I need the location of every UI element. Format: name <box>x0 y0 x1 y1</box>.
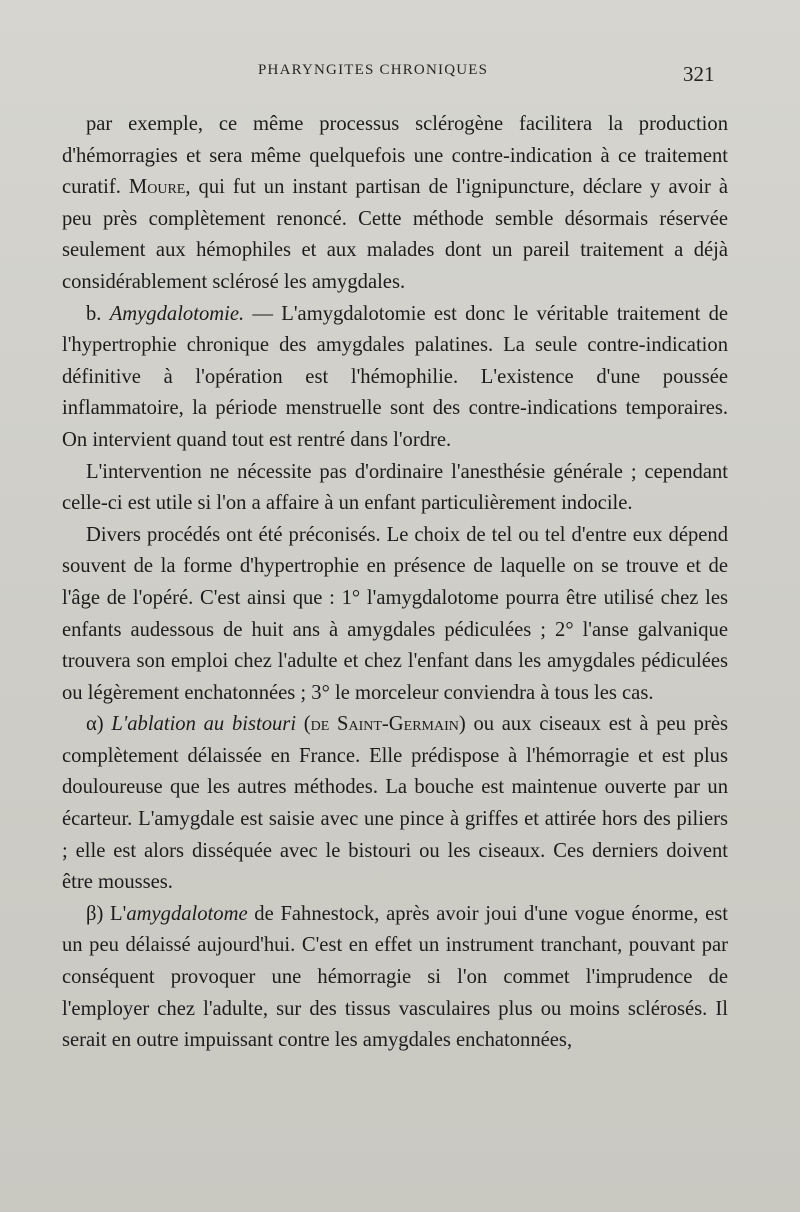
paragraph <box>62 709 728 899</box>
author-name: de Saint-Germain <box>310 713 459 736</box>
paragraph-text: ) ou aux ciseaux est à peu près complètement délaissée en France. Elle prédispose à l'hémorragie et est plus douloureuse que les autres méthodes. La bouche est maintenue ouverte par un écarteur. L'amygdale est saisie avec une pince à griffes et attirée hors des piliers ; elle est alors disséquée avec le bistouri ou les ciseaux. Ces derniers doivent être mousses. <box>62 713 728 894</box>
page-number: 321 <box>683 62 715 86</box>
paragraph <box>62 299 728 457</box>
section-marker: b. <box>86 302 110 325</box>
section-heading: L'ablation au bistouri <box>111 713 297 736</box>
paragraph: Divers procédés ont été préconisés. Le choix de tel ou tel d'entre eux dépend souvent de la forme d'hypertrophie en présence de laquelle on se trouve et de l'âge de l'opéré. C'est ainsi que : 1° l'amygdalotome pourra être utilisé chez les enfants audessous de huit ans à amygdales pédiculées ; 2° l'anse galvanique trouvera son emploi chez l'adulte et chez l'enfant dans les amygdales pédiculées ou légèrement enchatonnées ; 3° le morceleur conviendra à tous les cas. <box>62 523 728 704</box>
paragraph-text: , qui fut un instant partisan de l'ignipuncture, déclare y avoir à peu près complètement renoncé. Cette méthode semble désormais réservée seulement aux hémophiles et aux malades dont un pareil traitement a déjà considérablement sclérosé les amygdales. <box>62 176 728 293</box>
paragraph-text: — L'amygdalotomie est donc le véritable traitement de l'hypertrophie chronique des amygdales palatines. La seule contre-indication définitive à l'opération est l'hémophilie. L'existence d'une poussée inflammatoire, la période menstruelle sont des contre-indications temporaires. On intervient quand tout est rentré dans l'ordre. <box>62 302 729 451</box>
list-marker: β) L' <box>86 902 127 925</box>
paragraph: L'intervention ne nécessite pas d'ordinaire l'anesthésie générale ; cependant celle-ci est utile si l'on a affaire à un enfant particulièrement indocile. <box>62 460 728 515</box>
paragraph-text: par exemple, ce même processus sclérogène facilitera la production d'hémorragies et sera même quelquefois une contre-indication à ce traitement curatif. <box>62 113 728 199</box>
paragraph-text: ( <box>296 713 311 736</box>
paragraph <box>62 109 728 299</box>
paragraph <box>62 899 728 1057</box>
list-marker: α) <box>86 713 112 736</box>
author-name: Moure <box>128 176 186 199</box>
section-heading: amygdalotome <box>126 902 248 925</box>
paragraph-text: de Fahnestock, après avoir joui d'une vogue énorme, est un peu délaissé aujourd'hui. C'est en effet un instrument tranchant, pouvant par conséquent provoquer une hémorragie si l'on commet l'imprudence de l'employer chez l'adulte, sur des tissus vasculaires plus ou moins sclérosés. Il serait en outre impuissant contre les amygdales enchatonnées, <box>62 902 728 1052</box>
body-text <box>62 109 728 1057</box>
running-title: PHARYNGITES CHRONIQUES <box>258 62 489 78</box>
section-heading: Amygdalotomie. <box>109 302 245 325</box>
